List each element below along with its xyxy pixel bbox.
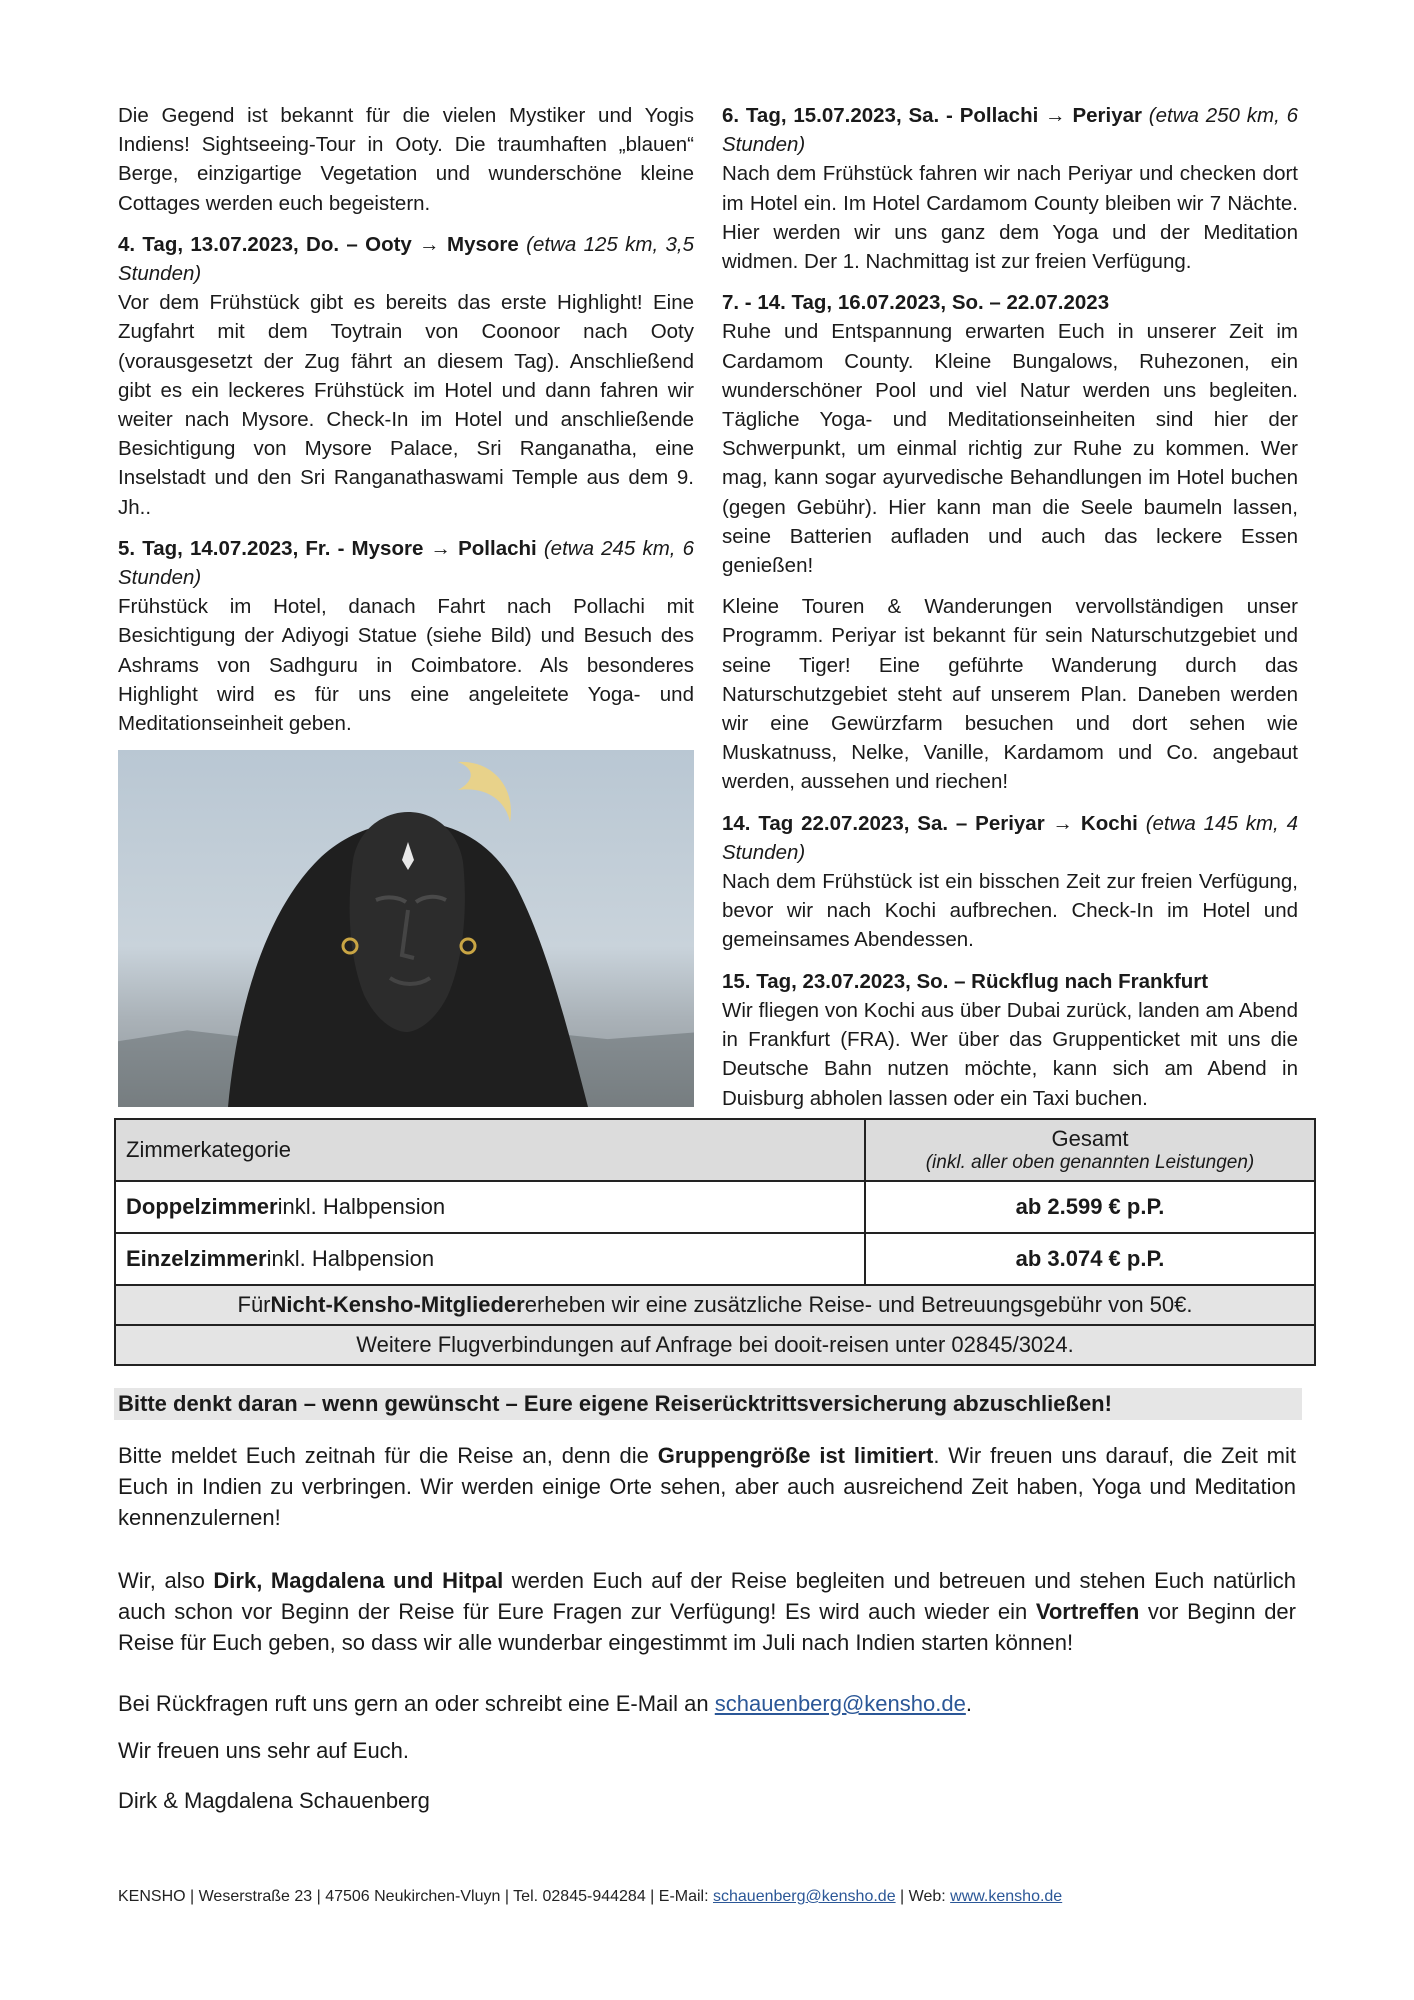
day4-subheading: (etwa 125 km, 3,5 Stunden) <box>118 232 695 286</box>
day15-text: Wir fliegen von Kochi aus über Dubai zurück, landen am Abend in Frankfurt (FRA). Wer über das Gruppenticket mit uns die Deutsche Bahn nutzen möchte, kann sich am Abend in Duisburg abholen lassen oder ein Taxi buchen. <box>722 998 1298 1110</box>
day14-section <box>722 809 1298 867</box>
footer-email-link[interactable]: schauenberg@kensho.de <box>713 1888 896 1905</box>
day5-section <box>118 534 694 592</box>
day15-heading: 15. Tag, 23.07.2023, So. – Rückflug nach Frankfurt <box>722 969 1209 993</box>
day5-text: Frühstück im Hotel, danach Fahrt nach Pollachi mit Besichtigung der Adiyogi Statue (siehe Bild) und Besuch des Ashrams von Sadhguru in Coimbatore. Als besonderes Highlight wird es für uns eine angeleitete Yoga- und Meditationseinheit geben. <box>118 595 694 736</box>
day5-subheading: (etwa 245 km, 6 Stunden) <box>118 536 695 590</box>
day14-text: Nach dem Frühstück ist ein bisschen Zeit zur freien Verfügung, bevor wir nach Kochi aufbrechen. Check-In im Hotel und gemeinsames Abendessen. <box>722 870 1298 952</box>
day4-section <box>118 230 694 288</box>
arrow-right-icon: → <box>1052 811 1074 835</box>
room-category-cell: Doppelzimmer inkl. Halbpension <box>116 1182 866 1232</box>
closing-paragraph-4: Wir freuen uns sehr auf Euch. <box>118 1738 410 1763</box>
closing-paragraph-1: Bitte meldet Euch zeitnah für die Reise an, denn die Gruppengröße ist limitiert. Wir freuen uns darauf, die Zeit mit Euch in Indien zu verbringen. Wir werden einige Orte sehen, aber auch ausreichend Zeit haben, Yoga und Meditation kennenzulernen! <box>118 1443 1296 1530</box>
signature: Dirk & Magdalena Schauenberg <box>118 1788 430 1813</box>
day14-heading: 14. Tag 22.07.2023, Sa. – Periyar → Kochi (etwa 145 km, 4 Stunden) <box>722 811 1298 864</box>
day6-subheading: (etwa 250 km, 6 Stunden) <box>722 104 1299 157</box>
table-header-row <box>116 1120 1314 1182</box>
day7-text: Ruhe und Entspannung erwarten Euch in unserer Zeit im Cardamom County. Kleine Bungalows, Ruhezonen, ein wunderschöner Pool und viel Natur werden uns begleiten. Tägliche Yoga- und Meditationseinheiten sind hier der Schwerpunkt, um einmal richtig zur Ruhe zu kommen. Wer mag, kann sogar ayurvedische Behandlungen im Hotel buchen (gegen Gebühr). Hier kann man die Seele baumeln lassen, seine Batterien aufladen und auch das leckere Essen genießen! <box>722 320 1298 578</box>
left-column <box>118 101 694 1107</box>
footer-web-link[interactable]: www.kensho.de <box>950 1888 1063 1905</box>
table-note-row <box>116 1286 1314 1326</box>
room-category-cell: Einzelzimmer inkl. Halbpension <box>116 1234 866 1284</box>
closing-paragraph-2: Wir, also Dirk, Magdalena und Hitpal werden Euch auf der Reise begleiten und betreuen und stehen Euch natürlich auch schon vor Beginn der Reise für Eure Fragen zur Verfügung! Es wird auch wieder ein Vortreffen vor Beginn der Reise für Euch geben, so dass wir alle wunderbar eingestimmt im Juli nach Indien starten können! <box>118 1568 1296 1655</box>
insurance-reminder: Bitte denkt daran – wenn gewünscht – Eure eigene Reiserücktrittsversicherung abzuschließen! <box>114 1388 1302 1420</box>
table-note-row <box>116 1326 1314 1364</box>
total-header-label: Gesamt <box>1051 1126 1129 1151</box>
arrow-right-icon: → <box>419 232 440 256</box>
price-cell: ab 2.599 € p.P. <box>1015 1194 1165 1219</box>
flight-note: Weitere Flugverbindungen auf Anfrage bei dooit-reisen unter 02845/3024. <box>116 1326 1314 1364</box>
total-header <box>866 1120 1314 1180</box>
room-category-header: Zimmerkategorie <box>116 1120 866 1180</box>
price-table <box>114 1118 1316 1366</box>
intro-paragraph: Die Gegend ist bekannt für die vielen Mystiker und Yogis Indiens! Sightseeing-Tour in Ooty. Die traumhaften „blauen“ Berge, einzigartige Vegetation und wunderschöne kleine Cottages werden euch begeistern. <box>118 104 694 215</box>
arrow-right-icon: → <box>430 536 451 560</box>
footer: KENSHO | Weserstraße 23 | 47506 Neukirchen-Vluyn | Tel. 02845-944284 | E-Mail: schauenberg@kensho.de | Web: www.kensho.de <box>118 1888 1063 1905</box>
day4-heading: 4. Tag, 13.07.2023, Do. – Ooty → Mysore (etwa 125 km, 3,5 Stunden) <box>118 232 695 286</box>
arrow-right-icon: → <box>1045 104 1066 127</box>
total-header-sub: (inkl. aller oben genannten Leistungen) <box>925 1152 1255 1173</box>
table-row <box>116 1182 1314 1234</box>
right-column <box>722 101 1298 1125</box>
day14-subheading: (etwa 145 km, 4 Stunden) <box>722 811 1298 864</box>
day7-heading: 7. - 14. Tag, 16.07.2023, So. – 22.07.2023 <box>722 291 1110 315</box>
day6-section <box>722 101 1298 159</box>
closing-paragraph-3: Bei Rückfragen ruft uns gern an oder schreibt eine E-Mail an schauenberg@kensho.de. <box>118 1691 972 1716</box>
day6-text: Nach dem Frühstück fahren wir nach Periyar und checken dort im Hotel ein. Im Hotel Cardamom County bleiben wir 7 Nächte. Hier werden wir uns ganz dem Yoga und der Meditation widmen. Der 1. Nachmittag ist zur freien Verfügung. <box>722 162 1298 274</box>
price-cell: ab 3.074 € p.P. <box>1015 1246 1165 1271</box>
day5-heading: 5. Tag, 14.07.2023, Fr. - Mysore → Pollachi (etwa 245 km, 6 Stunden) <box>118 536 695 590</box>
table-row <box>116 1234 1314 1286</box>
email-link[interactable]: schauenberg@kensho.de <box>714 1691 966 1716</box>
day7-text-2: Kleine Touren & Wanderungen vervollständigen unser Programm. Periyar ist bekannt für sein Naturschutzgebiet und seine Tiger! Eine geführte Wanderung durch das Naturschutzgebiet steht auf unserem Plan. Daneben werden wir eine Gewürzfarm besuchen und dort sehen wie Muskatnuss, Nelke, Vanille, Kardamom und Co. angebaut werden, aussehen und riechen! <box>722 595 1298 794</box>
day4-text: Vor dem Frühstück gibt es bereits das erste Highlight! Eine Zugfahrt mit dem Toytrain von Coonoor nach Ooty (vorausgesetzt der Zug fährt an diesem Tag). Anschließend gibt es ein leckeres Frühstück im Hotel und dann fahren wir weiter nach Mysore. Check-In im Hotel und anschließende Besichtigung von Mysore Palace, Sri Ranganatha, eine Inselstadt und den Sri Ranganathaswami Temple aus dem 9. Jh.. <box>118 291 694 519</box>
adiyogi-statue-photo <box>118 750 694 1107</box>
members-fee-note: Für Nicht-Kensho-Mitglieder erheben wir eine zusätzliche Reise- und Betreuungsgebühr von 50€. <box>116 1286 1314 1324</box>
statue-illustration <box>118 750 694 1107</box>
day6-heading: 6. Tag, 15.07.2023, Sa. - Pollachi → Periyar (etwa 250 km, 6 Stunden) <box>722 104 1299 157</box>
